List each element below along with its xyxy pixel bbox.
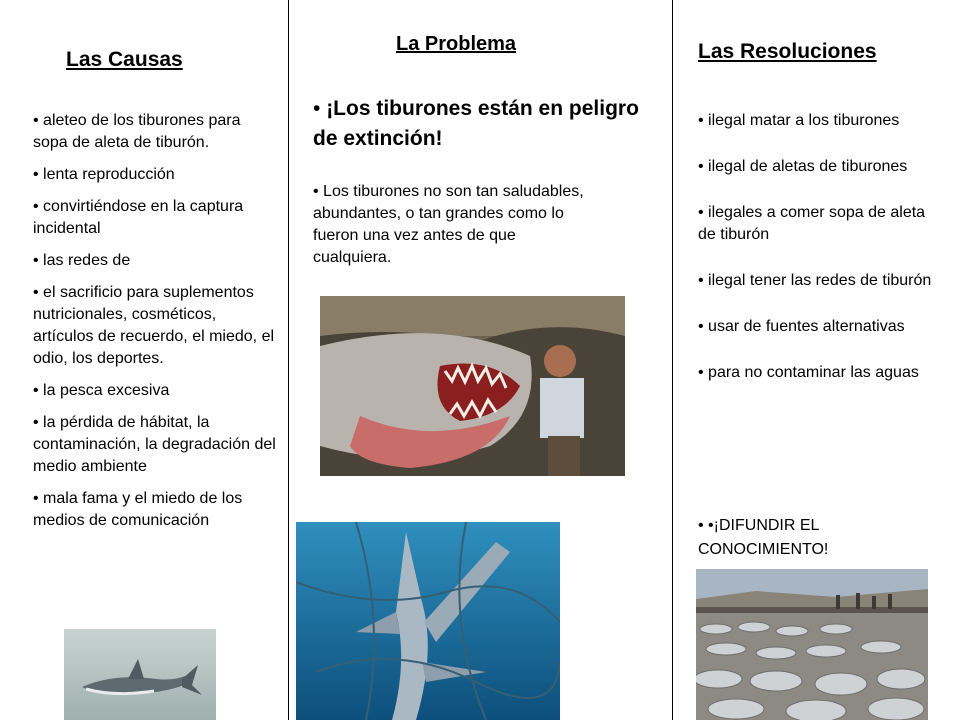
cause-item: • la pérdida de hábitat, la contaminación, la degradación del medio ambiente [33, 412, 278, 478]
cause-item: • convirtiéndose en la captura incidental [33, 196, 278, 240]
shark-fins-drying-photo [696, 569, 928, 720]
resolution-item: • ilegales a comer sopa de aleta de tiburón [698, 202, 933, 246]
resolution-item: • ilegal de aletas de tiburones [698, 156, 933, 178]
resolution-item: • usar de fuentes alternativas [698, 316, 933, 338]
resolutions-list [698, 110, 933, 408]
cause-item: • el sacrificio para suplementos nutricionales, cosméticos, artículos de recuerdo, el miedo, el odio, los deportes. [33, 282, 278, 370]
resolution-call-to-action: • •¡DIFUNDIR EL CONOCIMIENTO! [698, 514, 908, 562]
call-to-action-text: ¡DIFUNDIR EL CONOCIMIENTO! [698, 517, 829, 558]
resolution-item: • ilegal matar a los tiburones [698, 110, 933, 132]
column-divider-left [288, 0, 289, 720]
resolution-item: • para no contaminar las aguas [698, 362, 933, 384]
shark-in-net-photo [296, 522, 560, 720]
great-white-shark-photo [320, 296, 625, 476]
cause-item: • mala fama y el miedo de los medios de comunicación [33, 488, 278, 532]
causes-list [33, 110, 278, 542]
problem-headline: • ¡Los tiburones están en peligro de extinción! [313, 94, 643, 154]
problem-title: La Problema [396, 33, 517, 55]
cause-item: • lenta reproducción [33, 164, 278, 186]
cause-item: • la pesca excesiva [33, 380, 278, 402]
resolution-item: • ilegal tener las redes de tiburón [698, 270, 933, 292]
shark-swimming-photo [64, 629, 216, 720]
resolutions-title: Las Resoluciones [698, 40, 877, 63]
problem-text: • Los tiburones no son tan saludables, abundantes, o tan grandes como lo fueron una vez antes de que cualquiera. [313, 181, 598, 269]
cause-item: • las redes de [33, 250, 278, 272]
column-divider-right [672, 0, 673, 720]
cause-item: • aleteo de los tiburones para sopa de aleta de tiburón. [33, 110, 278, 154]
causes-title: Las Causas [66, 48, 183, 71]
